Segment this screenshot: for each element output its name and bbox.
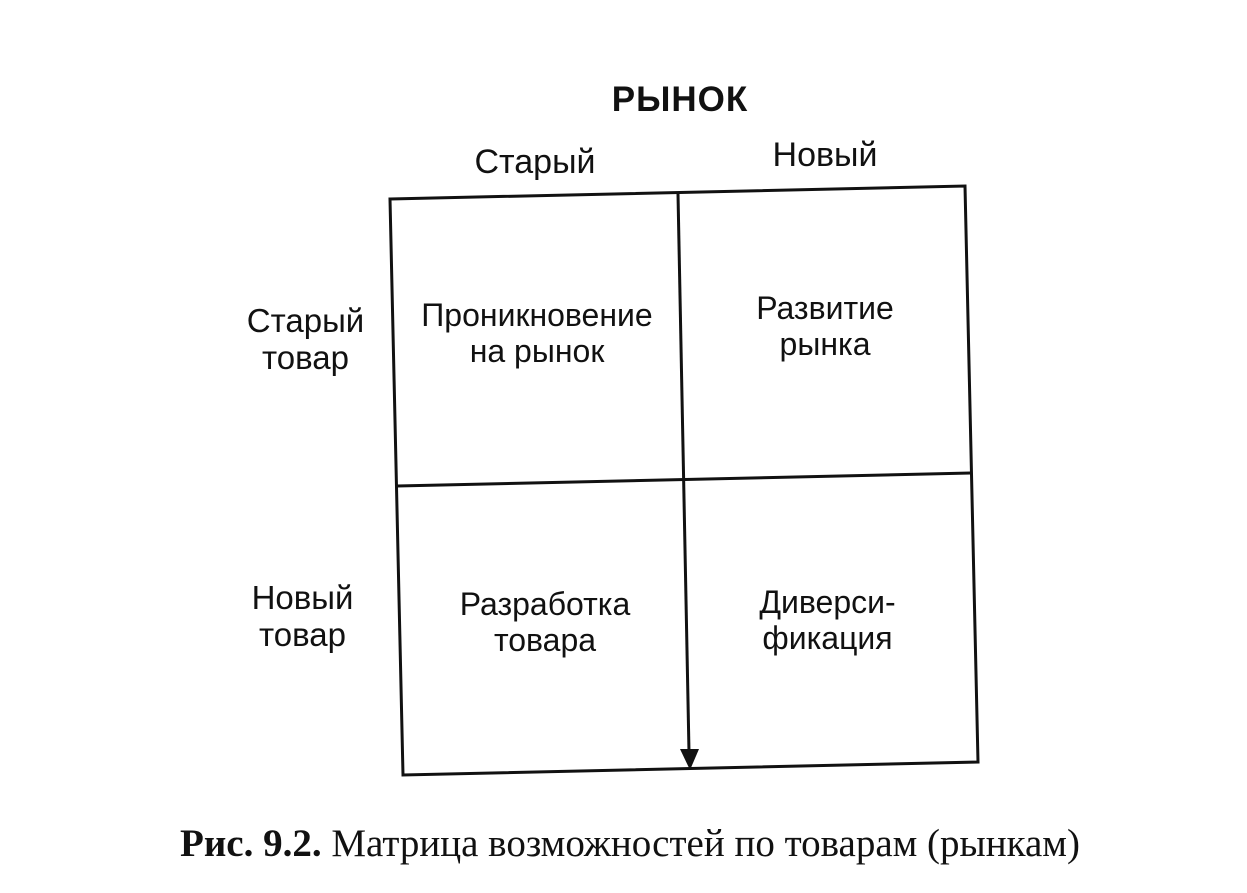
cell-product-development: Разработка товара (459, 586, 631, 658)
column-header-new-market: Новый (772, 136, 878, 174)
matrix-vertical-divider-arrow (678, 194, 689, 752)
figure-caption (60, 822, 1200, 866)
market-axis-title: РЫНОК (611, 80, 749, 119)
column-header-old-market: Старый (474, 143, 596, 181)
arrowhead-down-icon (680, 749, 699, 770)
row-header-new-product: Новый товар (251, 579, 354, 653)
cell-market-penetration: Проникновение на рынок (421, 297, 653, 369)
figure-caption-text: Матрица возможностей по товарам (рынкам) (321, 822, 1080, 865)
row-header-old-product: Старый товар (246, 302, 365, 376)
figure-number: Рис. 9.2. (180, 822, 322, 865)
cell-market-development: Развитие рынка (756, 290, 894, 362)
cell-diversification: Диверси- фикация (759, 584, 896, 656)
